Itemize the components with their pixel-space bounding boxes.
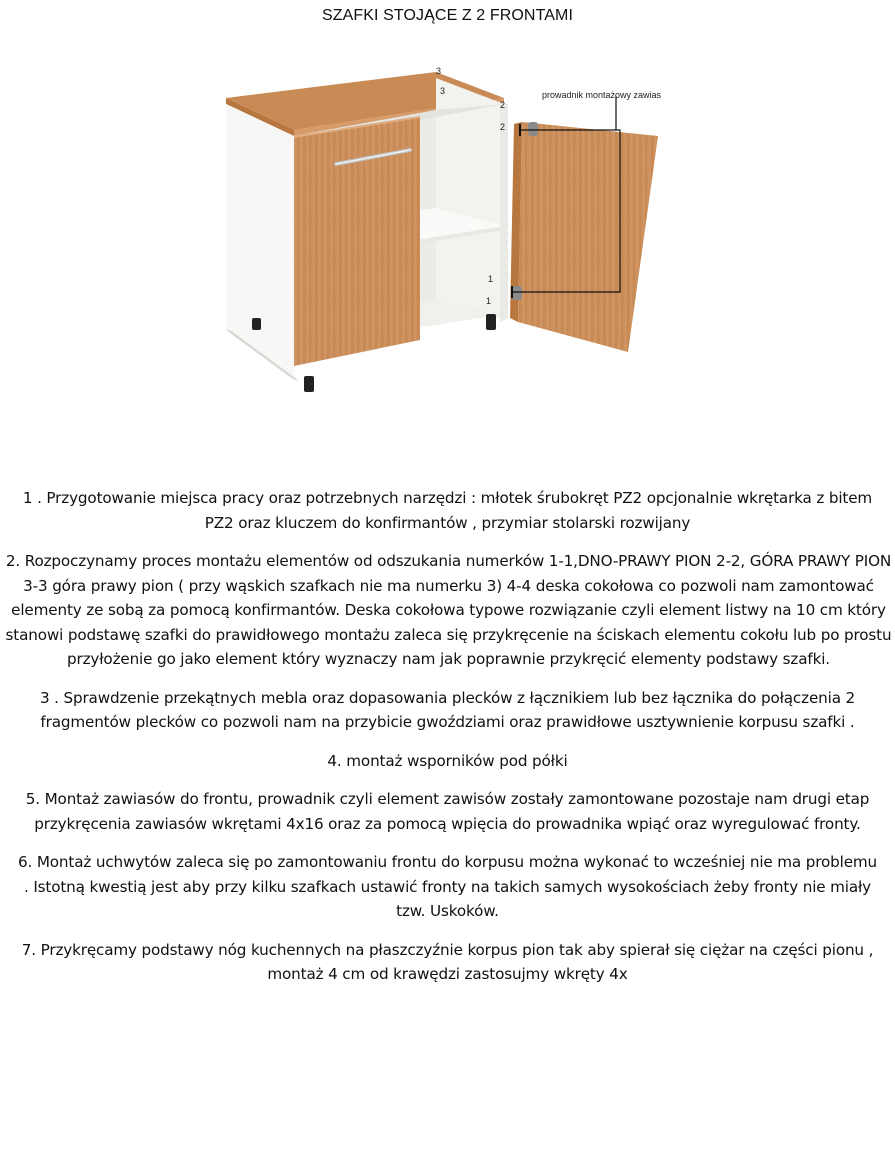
step-2: 2. Rozpoczynamy proces montażu elementów od odszukania numerków 1-1,DNO-PRAWY PION 2-2, GÓRA PRAWY PION 3-3 góra prawy pion ( przy wąskich szafkach nie ma numerku 3) 4-4 deska cokołowa co pozwoli nam zamontować elementy ze sobą za pomocą konfirmantów. Deska cokołowa typowe rozwiązanie czyli element listwy na 10 cm który stanowi podstawę szafki do prawidłowego montażu zaleca się przykręcenie na ściskach elementu cokołu lub po prostu przyłożenie go jako element który wyznaczy nam jak poprawnie przykręcić elementy podstawy szafki. — [5, 552, 892, 668]
label-bot-b: 1 — [486, 296, 492, 306]
leg-front-left — [304, 376, 314, 392]
leg-back-left — [252, 318, 261, 330]
label-mid-a: 2 — [500, 100, 506, 110]
step-7: 7. Przykręcamy podstawy nóg kuchennych na płaszczyźnie korpus pion tak aby spierał się ciężar na części pionu , montaż 4 cm od krawędzi zastosujmy wkręty 4x — [21, 940, 874, 983]
label-top-b: 3 — [440, 86, 446, 96]
page-title: SZAFKI STOJĄCE Z 2 FRONTAMI — [321, 7, 574, 24]
cabinet-right-side — [500, 102, 508, 322]
cabinet-illustration — [218, 60, 678, 400]
right-door — [518, 122, 658, 352]
cabinet-left-side — [226, 104, 294, 380]
step-4: 4. montaż wsporników pod półki — [327, 751, 568, 770]
leg-front-right — [486, 314, 496, 330]
callout-label: prowadnik montażowy zawias — [542, 90, 662, 100]
hinge-top — [528, 122, 538, 136]
step-5: 5. Montaż zawiasów do frontu, prowadnik czyli element zawisów zostały zamontowane pozostaje nam drugi etap przykręcenia zawiasów wkrętami 4x16 oraz za pomocą wpięcia do prowadnika wpiąć oraz wyregulować fronty. — [25, 790, 870, 833]
label-bot-a: 1 — [488, 274, 494, 284]
instruction-steps — [0, 486, 895, 1001]
step-6: 6. Montaż uchwytów zaleca się po zamontowaniu frontu do korpusu można wykonać to wcześniej nie ma problemu . Istotną kwestią jest aby przy kilku szafkach ustawić fronty na takich samych wysokościach żeby fronty nie miały tzw. Uskoków. — [17, 853, 878, 920]
hinge-bottom — [512, 286, 522, 300]
step-3: 3 . Sprawdzenie przekątnych mebla oraz dopasowania plecków z łącznikiem lub bez łącznika do połączenia 2 fragmentów plecków co pozwoli nam na przybicie gwoździami oraz prawidłowe usztywnienie korpusu szafki . — [39, 688, 856, 731]
step-1: 1 . Przygotowanie miejsca pracy oraz potrzebnych narzędzi : młotek śrubokręt PZ2 opcjonalnie wkrętarka z bitem PZ2 oraz kluczem do konfirmantów , przymiar stolarski rozwijany — [22, 489, 873, 532]
label-mid-b: 2 — [500, 122, 506, 132]
label-top-a: 3 — [436, 66, 442, 76]
